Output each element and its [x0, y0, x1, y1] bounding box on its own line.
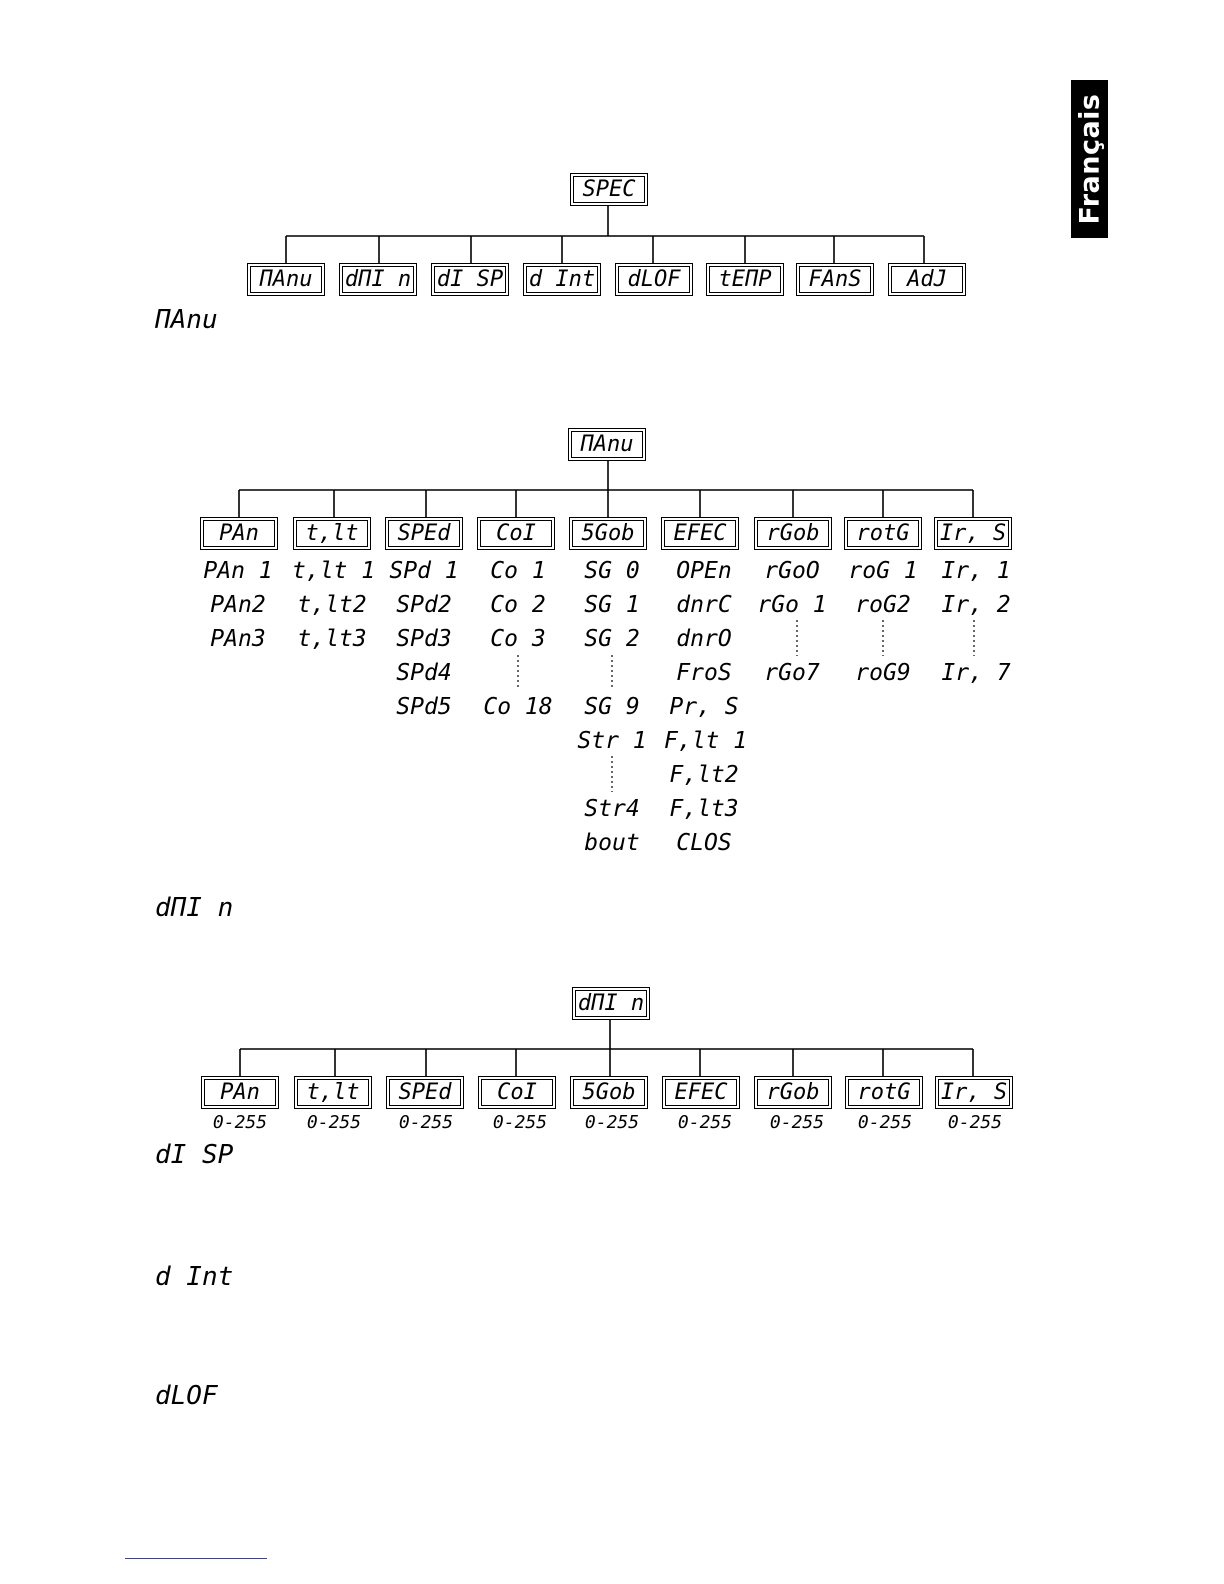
spec-child-box	[615, 263, 693, 296]
manu-item: PAn3	[210, 626, 266, 652]
manu-item: roG2	[855, 592, 911, 618]
manu-item: PAn 1	[203, 558, 273, 584]
manu-item: F,lt3	[669, 796, 739, 822]
manu-item: SPd5	[396, 694, 452, 720]
manu-item: SG 2	[584, 626, 640, 652]
dmin-column-label: CoI	[497, 1080, 537, 1105]
spec-child-box	[888, 263, 966, 296]
manu-item: OPEn	[676, 558, 732, 584]
spec-child-box	[247, 263, 325, 296]
dmin-root-box	[572, 987, 650, 1020]
dmin-range: 0-255	[306, 1112, 362, 1133]
manu-column-label: Ir, S	[939, 521, 1007, 546]
manu-item: dnrO	[676, 626, 732, 652]
section-heading-disp: dI SP	[155, 1140, 234, 1170]
spec-child-label: dI SP	[436, 267, 504, 292]
dmin-range: 0-255	[677, 1112, 733, 1133]
manu-item: Str 1	[577, 728, 647, 754]
manu-column-box	[569, 517, 647, 550]
dmin-range: 0-255	[492, 1112, 548, 1133]
spec-child-label: ΠΑnu	[259, 267, 313, 292]
manu-item: Ir, 2	[941, 592, 1011, 618]
manu-column-label: PAn	[219, 521, 259, 546]
manu-column-box	[293, 517, 371, 550]
manu-item: Co 1	[490, 558, 546, 584]
dmin-column-label: PAn	[220, 1080, 260, 1105]
dmin-range: 0-255	[769, 1112, 825, 1133]
manu-column-box	[200, 517, 278, 550]
manu-item: rGo7	[764, 660, 820, 686]
section-heading-dint: d Int	[155, 1262, 234, 1292]
spec-child-label: FAnS	[808, 267, 862, 292]
dmin-range: 0-255	[947, 1112, 1003, 1133]
manu-column-box	[661, 517, 739, 550]
dmin-column-box	[386, 1076, 464, 1109]
manu-item: SG 9	[584, 694, 640, 720]
spec-child-label: dLOF	[627, 267, 681, 292]
manu-item: F,lt 1	[664, 728, 748, 754]
section-heading-manu: ΠΑnu	[155, 305, 218, 335]
manu-item: CLOS	[676, 830, 732, 856]
dmin-range: 0-255	[857, 1112, 913, 1133]
dmin-root-label: dΠI n	[577, 991, 645, 1016]
spec-child-label: d Int	[528, 267, 596, 292]
dmin-column-box	[754, 1076, 832, 1109]
manu-item: PAn2	[210, 592, 266, 618]
manu-column-label: t,lt	[305, 521, 359, 546]
manu-item: SG 0	[584, 558, 640, 584]
dmin-column-box	[570, 1076, 648, 1109]
manu-item: Ir, 7	[941, 660, 1011, 686]
spec-child-box	[796, 263, 874, 296]
dmin-column-label: EFEC	[674, 1080, 728, 1105]
manu-item: t,lt 1	[292, 558, 376, 584]
dmin-column-box	[294, 1076, 372, 1109]
spec-child-box	[523, 263, 601, 296]
manu-column-label: 5Gob	[581, 521, 635, 546]
manu-item: F,lt2	[669, 762, 739, 788]
dmin-column-label: rGob	[766, 1080, 820, 1105]
spec-child-box	[706, 263, 784, 296]
manu-root-box	[568, 428, 646, 461]
dmin-column-label: Ir, S	[940, 1080, 1008, 1105]
manu-item: Co 2	[490, 592, 546, 618]
manu-item: bout	[584, 830, 640, 856]
manu-item: FroS	[676, 660, 732, 686]
manu-item: Co 18	[483, 694, 553, 720]
dmin-column-label: 5Gob	[582, 1080, 636, 1105]
manu-item: Pr, S	[669, 694, 739, 720]
manu-column-box	[844, 517, 922, 550]
manu-item: rGoO	[764, 558, 820, 584]
manu-item: Co 3	[490, 626, 546, 652]
spec-root-label: SPEC	[582, 177, 636, 202]
manu-column-label: rGob	[766, 521, 820, 546]
manu-root-label: ΠΑnu	[580, 432, 634, 457]
manu-column-label: CoI	[496, 521, 536, 546]
spec-child-box	[339, 263, 417, 296]
spec-child-label: tEΠP	[718, 267, 772, 292]
dmin-range: 0-255	[398, 1112, 454, 1133]
dmin-column-box	[662, 1076, 740, 1109]
footer-underline-link[interactable]	[125, 1558, 267, 1559]
spec-child-label: AdJ	[907, 267, 947, 292]
dmin-column-label: SPEd	[398, 1080, 452, 1105]
manu-item: SG 1	[584, 592, 640, 618]
manu-item: Ir, 1	[941, 558, 1011, 584]
manu-column-box	[385, 517, 463, 550]
manu-item: SPd4	[396, 660, 452, 686]
manu-item: rGo 1	[757, 592, 827, 618]
manu-column-label: rotG	[856, 521, 910, 546]
manu-column-label: SPEd	[397, 521, 451, 546]
spec-child-box	[431, 263, 509, 296]
manu-item: SPd 1	[389, 558, 459, 584]
language-label: Français	[1074, 93, 1105, 225]
section-heading-dmin: dΠI n	[155, 893, 234, 923]
dmin-column-box	[935, 1076, 1013, 1109]
manu-item: t,lt2	[297, 592, 367, 618]
section-heading-dlof: dLOF	[155, 1381, 218, 1411]
dmin-column-box	[845, 1076, 923, 1109]
dmin-column-box	[478, 1076, 556, 1109]
manu-column-label: EFEC	[673, 521, 727, 546]
manu-column-box	[754, 517, 832, 550]
manu-item: SPd3	[396, 626, 452, 652]
dmin-column-label: rotG	[857, 1080, 911, 1105]
manu-item: roG 1	[848, 558, 918, 584]
spec-child-label: dΠI n	[344, 267, 412, 292]
dmin-column-label: t,lt	[306, 1080, 360, 1105]
dmin-column-box	[201, 1076, 279, 1109]
spec-root-box	[570, 173, 648, 206]
dmin-range: 0-255	[584, 1112, 640, 1133]
manu-item: roG9	[855, 660, 911, 686]
manu-item: Str4	[584, 796, 640, 822]
manu-item: dnrC	[676, 592, 732, 618]
manu-item: SPd2	[396, 592, 452, 618]
manu-item: t,lt3	[297, 626, 367, 652]
manu-column-box	[934, 517, 1012, 550]
manu-column-box	[477, 517, 555, 550]
dmin-range: 0-255	[212, 1112, 268, 1133]
